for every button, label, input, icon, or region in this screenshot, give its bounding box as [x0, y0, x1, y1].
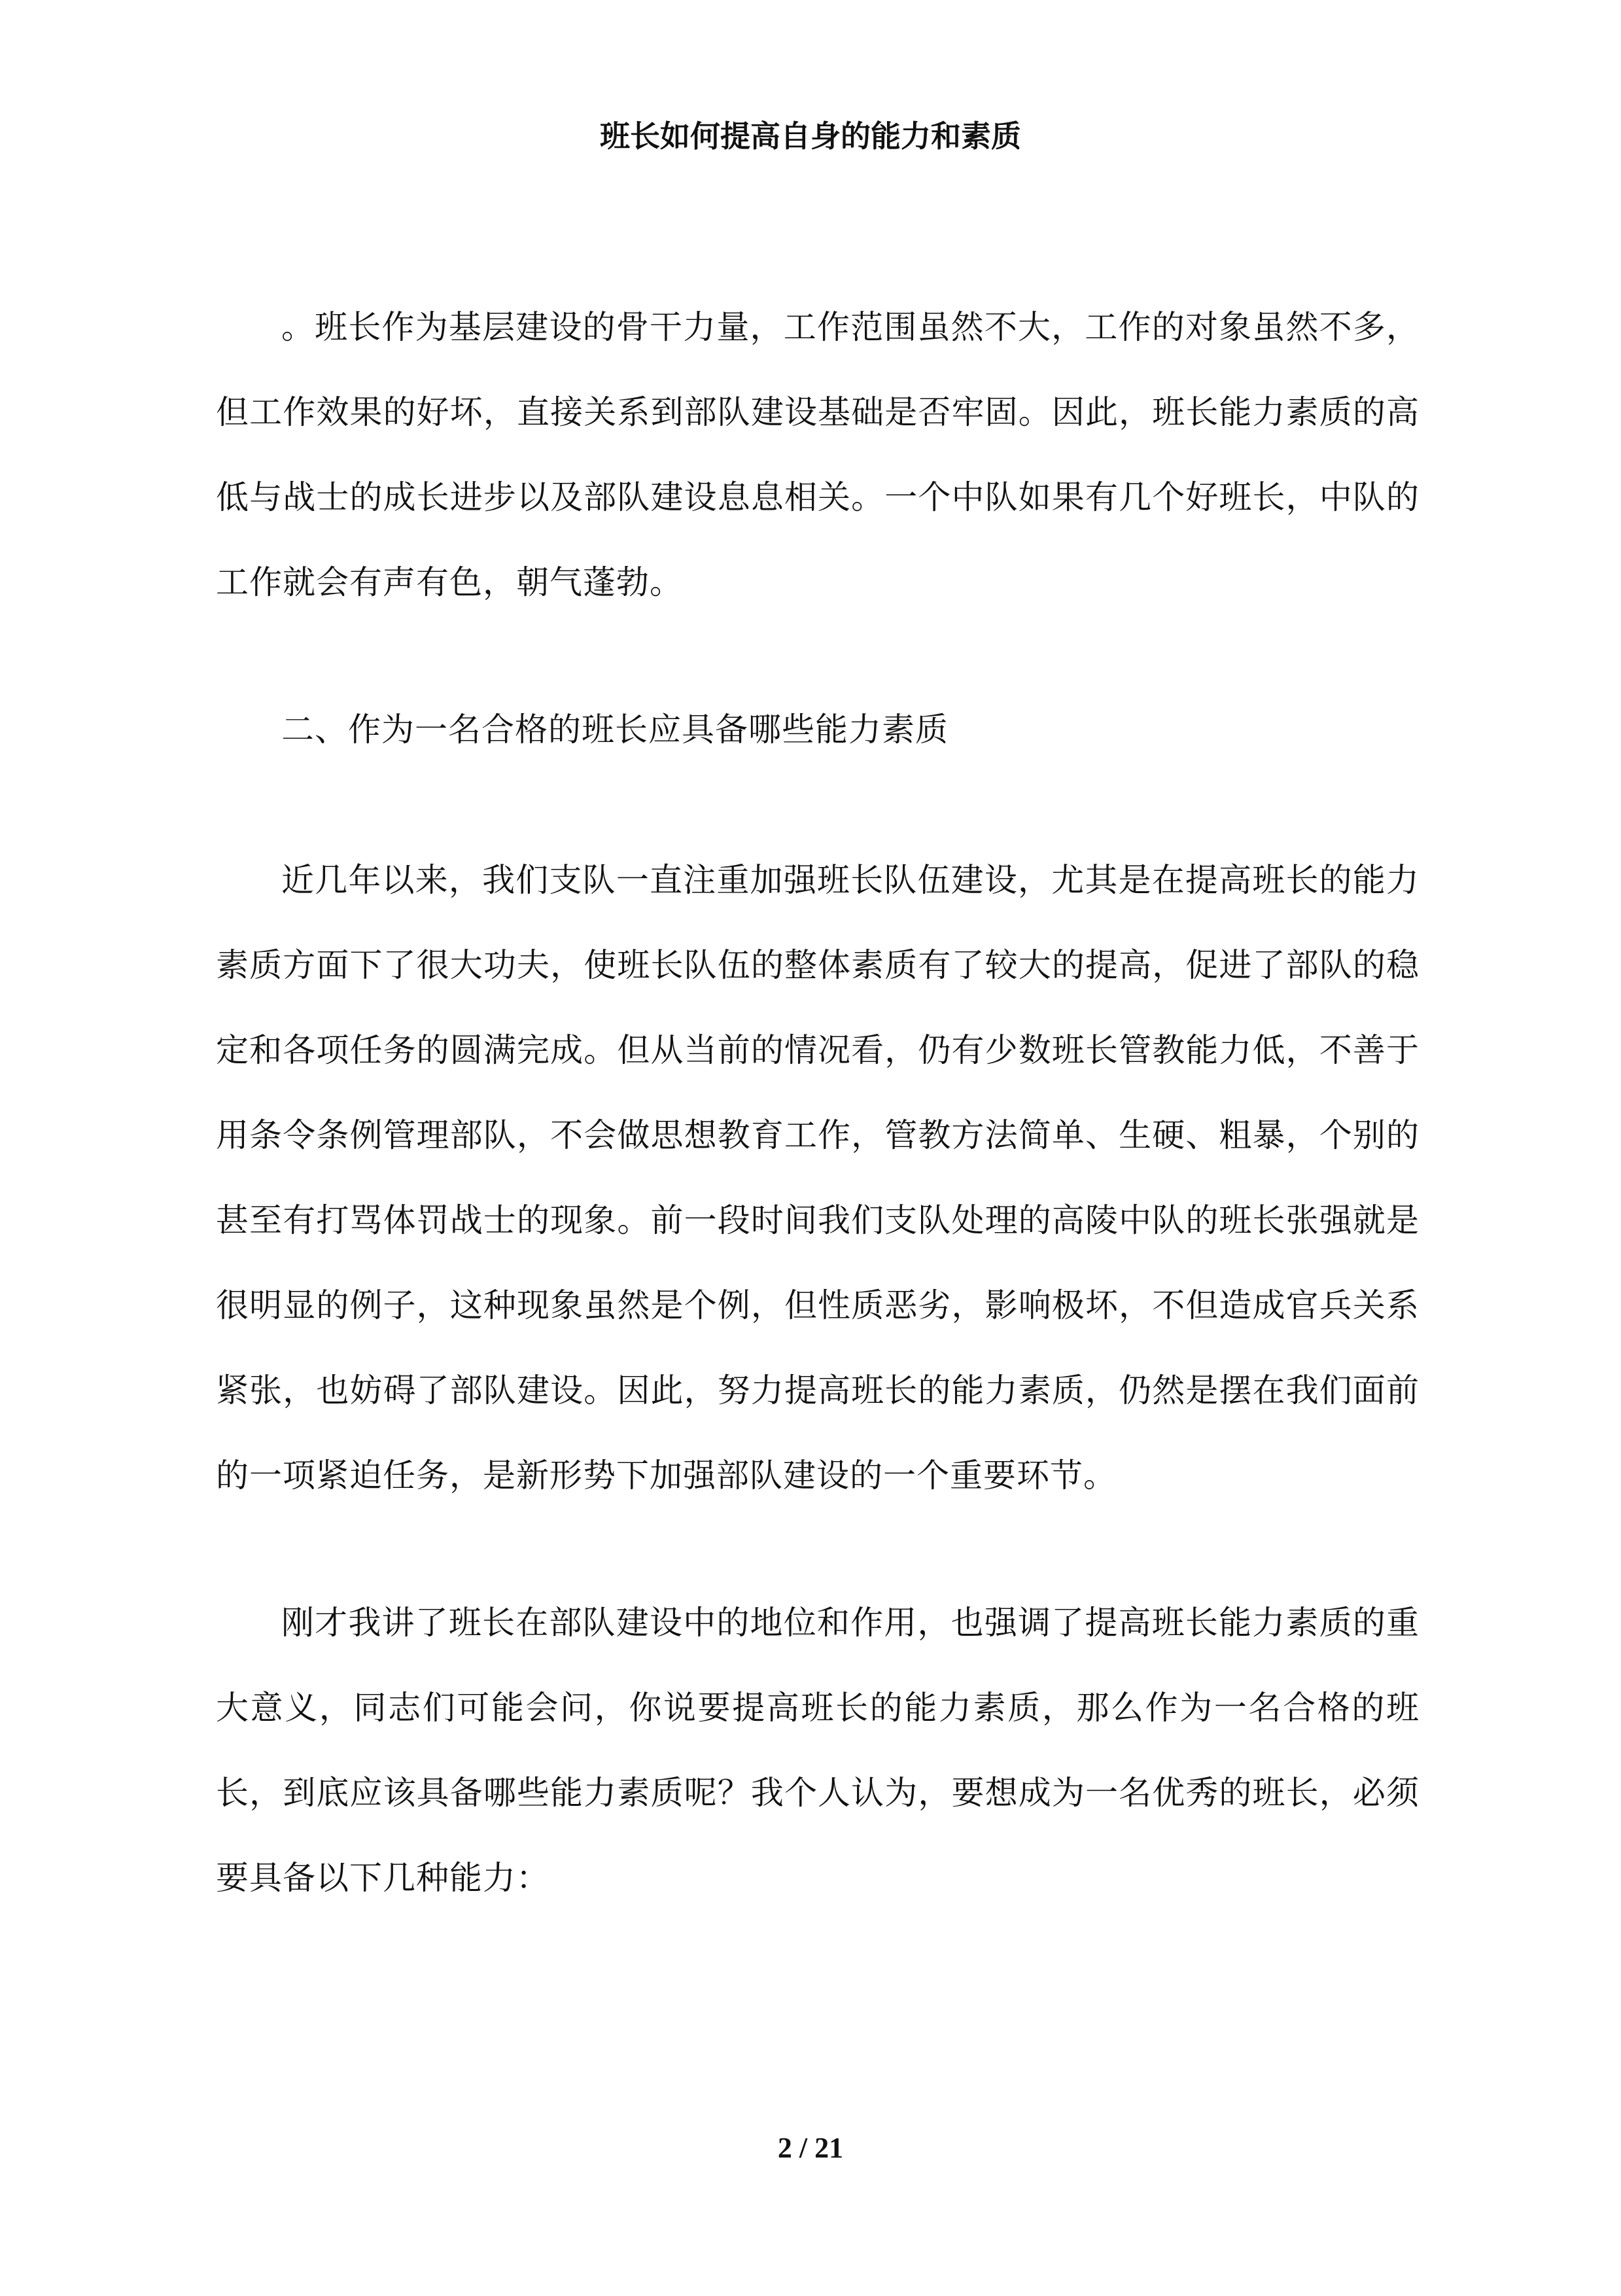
page-number: 2 / 21 [777, 2132, 844, 2164]
paragraph-required-abilities: 刚才我讲了班长在部队建设中的地位和作用，也强调了提高班长能力素质的重大意义，同志们可能会问，你说要提高班长的能力素质，那么作为一名合格的班长，到底应该具备哪些能力素质呢？我个人认为，要想成为一名优秀的班长，必须要具备以下几种能力： [216, 1604, 1420, 1897]
paragraph-current-situation: 近几年以来，我们支队一直注重加强班长队伍建设，尤其是在提高班长的能力素质方面下了很大功夫，使班长队伍的整体素质有了较大的提高，促进了部队的稳定和各项任务的圆满完成。但从当前的情况看，仍有少数班长管教能力低，不善于用条令条例管理部队，不会做思想教育工作，管教方法简单、生硬、粗暴，个别的甚至有打骂体罚战士的现象。前一段时间我们支队处理的高陵中队的班长张强就是很明显的例子，这种现象虽然是个例，但性质恶劣，影响极坏，不但造成官兵关系紧张，也妨碍了部队建设。因此，努力提高班长的能力素质，仍然是摆在我们面前的一项紧迫任务，是新形势下加强部队建设的一个重要环节。 [216, 861, 1420, 1494]
section-heading: 二、作为一名合格的班长应具备哪些能力素质 [281, 711, 949, 749]
document-title: 班长如何提高自身的能力和素质 [600, 118, 1021, 154]
paragraph-intro: 。班长作为基层建设的骨干力量，工作范围虽然不大，工作的对象虽然不多，但工作效果的好坏，直接关系到部队建设基础是否牢固。因此，班长能力素质的高低与战士的成长进步以及部队建设息息相关。一个中队如果有几个好班长，中队的工作就会有声有色，朝气蓬勃。 [216, 308, 1420, 601]
